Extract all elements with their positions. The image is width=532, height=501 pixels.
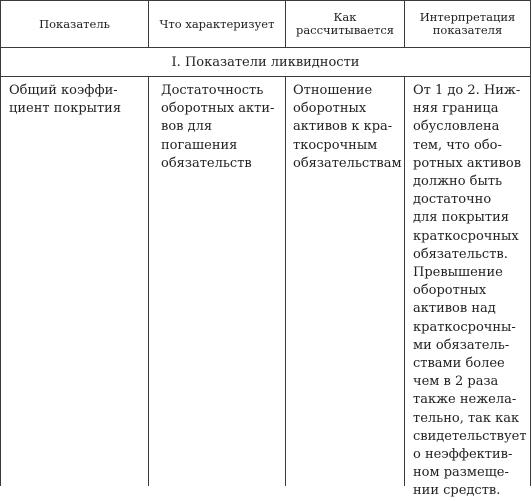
section-bottom-border bbox=[0, 76, 531, 77]
table-right-border bbox=[530, 0, 531, 486]
column-divider bbox=[148, 76, 149, 486]
header-characterizes: Что характеризует bbox=[159, 16, 275, 31]
column-divider bbox=[404, 76, 405, 486]
column-divider bbox=[285, 76, 286, 486]
header-calculation: Как рассчитывается bbox=[295, 10, 395, 37]
cell-calculation: Отношение оборотных активов к кра- ткосрочным обязательствам bbox=[293, 83, 402, 171]
cell-interpretation: От 1 до 2. Ниж- няя граница обусловлена тем, что обо- ротных активов должно быть достаточно для покрытия краткосрочных обязательств. Превышение оборотных активов над краткосрочны- ми обязатель- ствами более чем в 2 раза также нежела- тельно, так как свидетельствует о неэффектив- ном размеще- нии средств. bbox=[413, 83, 527, 499]
cell-indicator: Общий коэффи- циент покрытия bbox=[9, 83, 122, 117]
header-interpretation: Интерпретация показателя bbox=[419, 10, 516, 37]
header-bottom-border bbox=[0, 47, 531, 48]
cell-characterizes: Достаточность оборотных акти- вов для погашения обязательств bbox=[161, 83, 275, 171]
section-title-liquidity: I. Показатели ликвидности bbox=[171, 54, 360, 70]
header-indicator: Показатель bbox=[39, 16, 110, 31]
